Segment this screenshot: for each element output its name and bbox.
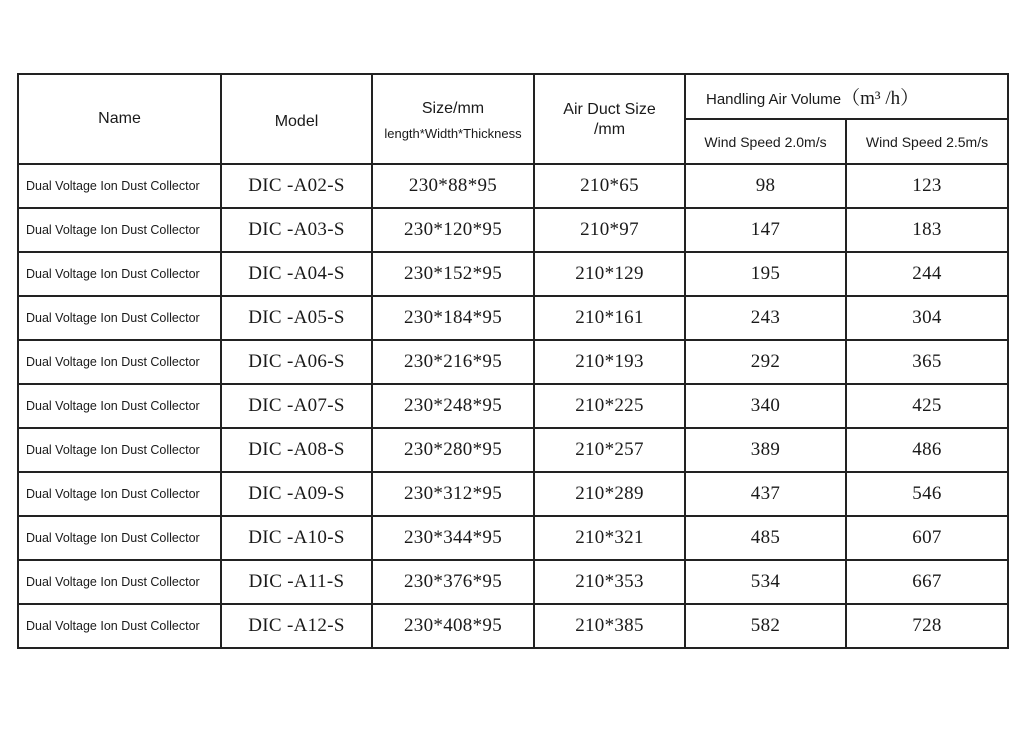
cell-size: 230*408*95 xyxy=(372,604,534,648)
header-air-volume-label: Handling Air Volume xyxy=(706,91,842,108)
cell-size: 230*120*95 xyxy=(372,208,534,252)
cell-volume-20: 340 xyxy=(685,384,846,428)
cell-name-text: Dual Voltage Ion Dust Collector xyxy=(26,355,200,369)
cell-name xyxy=(18,516,221,560)
header-size xyxy=(372,74,534,164)
cell-name xyxy=(18,340,221,384)
cell-name-text: Dual Voltage Ion Dust Collector xyxy=(26,443,200,457)
table-row xyxy=(18,252,1008,296)
cell-name xyxy=(18,604,221,648)
table-row xyxy=(18,384,1008,428)
cell-size: 230*248*95 xyxy=(372,384,534,428)
cell-duct: 210*65 xyxy=(534,164,685,208)
table-row xyxy=(18,472,1008,516)
cell-volume-20: 292 xyxy=(685,340,846,384)
cell-volume-25: 304 xyxy=(846,296,1008,340)
cell-volume-25: 365 xyxy=(846,340,1008,384)
cell-name-text: Dual Voltage Ion Dust Collector xyxy=(26,223,200,237)
cell-name-text: Dual Voltage Ion Dust Collector xyxy=(26,179,200,193)
header-name xyxy=(18,74,221,164)
cell-name-text: Dual Voltage Ion Dust Collector xyxy=(26,311,200,325)
cell-model: DIC -A06-S xyxy=(221,340,372,384)
cell-size: 230*344*95 xyxy=(372,516,534,560)
cell-name xyxy=(18,252,221,296)
header-model-label: Model xyxy=(274,112,319,130)
cell-size: 230*216*95 xyxy=(372,340,534,384)
cell-volume-25: 486 xyxy=(846,428,1008,472)
header-wind-25 xyxy=(846,119,1008,164)
cell-size: 230*376*95 xyxy=(372,560,534,604)
header-size-label: Size/mm xyxy=(421,99,485,117)
header-duct-label-line2: /mm xyxy=(593,121,626,138)
header-air-volume xyxy=(685,74,1008,119)
cell-model: DIC -A07-S xyxy=(221,384,372,428)
header-air-volume-unit: （m³ /h） xyxy=(841,88,920,109)
cell-model: DIC -A02-S xyxy=(221,164,372,208)
cell-size: 230*184*95 xyxy=(372,296,534,340)
cell-name-text: Dual Voltage Ion Dust Collector xyxy=(26,487,200,501)
cell-name-text: Dual Voltage Ion Dust Collector xyxy=(26,531,200,545)
cell-size: 230*280*95 xyxy=(372,428,534,472)
cell-volume-25: 425 xyxy=(846,384,1008,428)
header-wind-20-label: Wind Speed 2.0m/s xyxy=(704,133,827,150)
cell-duct: 210*97 xyxy=(534,208,685,252)
cell-name xyxy=(18,296,221,340)
cell-model: DIC -A05-S xyxy=(221,296,372,340)
table-row xyxy=(18,340,1008,384)
header-size-sublabel: length*Width*Thickness xyxy=(384,125,522,141)
cell-name xyxy=(18,560,221,604)
table-row xyxy=(18,164,1008,208)
cell-volume-20: 389 xyxy=(685,428,846,472)
spec-table xyxy=(17,73,1009,649)
cell-volume-20: 98 xyxy=(685,164,846,208)
cell-size: 230*312*95 xyxy=(372,472,534,516)
cell-volume-20: 582 xyxy=(685,604,846,648)
cell-duct: 210*257 xyxy=(534,428,685,472)
table-row xyxy=(18,208,1008,252)
cell-volume-25: 667 xyxy=(846,560,1008,604)
cell-model: DIC -A11-S xyxy=(221,560,372,604)
cell-model: DIC -A12-S xyxy=(221,604,372,648)
cell-model: DIC -A10-S xyxy=(221,516,372,560)
table-row xyxy=(18,516,1008,560)
table-header xyxy=(18,74,1008,164)
cell-duct: 210*289 xyxy=(534,472,685,516)
header-duct xyxy=(534,74,685,164)
cell-name-text: Dual Voltage Ion Dust Collector xyxy=(26,619,200,633)
cell-volume-20: 534 xyxy=(685,560,846,604)
cell-name xyxy=(18,164,221,208)
cell-name-text: Dual Voltage Ion Dust Collector xyxy=(26,575,200,589)
cell-volume-25: 183 xyxy=(846,208,1008,252)
cell-model: DIC -A09-S xyxy=(221,472,372,516)
cell-model: DIC -A08-S xyxy=(221,428,372,472)
cell-name xyxy=(18,472,221,516)
header-model xyxy=(221,74,372,164)
cell-duct: 210*225 xyxy=(534,384,685,428)
cell-duct: 210*321 xyxy=(534,516,685,560)
table-row xyxy=(18,296,1008,340)
cell-volume-20: 485 xyxy=(685,516,846,560)
cell-volume-25: 728 xyxy=(846,604,1008,648)
cell-volume-20: 147 xyxy=(685,208,846,252)
header-duct-label-line1: Air Duct Size xyxy=(563,101,656,118)
cell-duct: 210*193 xyxy=(534,340,685,384)
cell-duct: 210*129 xyxy=(534,252,685,296)
cell-model: DIC -A03-S xyxy=(221,208,372,252)
cell-volume-20: 195 xyxy=(685,252,846,296)
cell-name xyxy=(18,384,221,428)
table-row xyxy=(18,604,1008,648)
header-name-label: Name xyxy=(98,110,141,127)
cell-volume-25: 123 xyxy=(846,164,1008,208)
cell-volume-25: 546 xyxy=(846,472,1008,516)
cell-model: DIC -A04-S xyxy=(221,252,372,296)
cell-name-text: Dual Voltage Ion Dust Collector xyxy=(26,399,200,413)
cell-volume-25: 607 xyxy=(846,516,1008,560)
cell-duct: 210*353 xyxy=(534,560,685,604)
table-row xyxy=(18,560,1008,604)
cell-duct: 210*385 xyxy=(534,604,685,648)
cell-name-text: Dual Voltage Ion Dust Collector xyxy=(26,267,200,281)
cell-name xyxy=(18,208,221,252)
cell-volume-20: 243 xyxy=(685,296,846,340)
header-wind-20 xyxy=(685,119,846,164)
table-body xyxy=(18,164,1008,648)
header-row-top xyxy=(18,74,1008,119)
cell-size: 230*88*95 xyxy=(372,164,534,208)
cell-volume-20: 437 xyxy=(685,472,846,516)
cell-duct: 210*161 xyxy=(534,296,685,340)
table-row xyxy=(18,428,1008,472)
cell-size: 230*152*95 xyxy=(372,252,534,296)
header-wind-25-label: Wind Speed 2.5m/s xyxy=(865,133,989,150)
cell-volume-25: 244 xyxy=(846,252,1008,296)
cell-name xyxy=(18,428,221,472)
